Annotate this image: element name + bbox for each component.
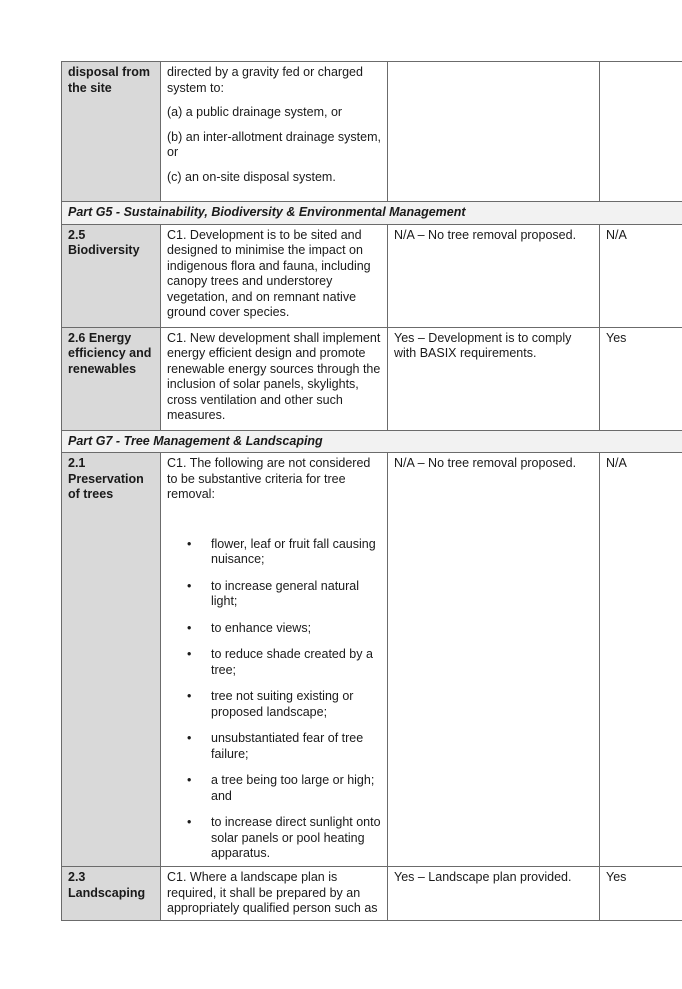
list-item — [167, 537, 381, 568]
requirement-text: C1. The following are not considered to be substantive criteria for tree removal: — [167, 456, 371, 501]
requirement-cell — [161, 453, 388, 867]
control-label: 2.1 Preservation of trees — [62, 453, 161, 867]
control-label: 2.5 Biodiversity — [62, 224, 161, 327]
criteria-list — [167, 537, 381, 862]
requirement-cell: C1. Development is to be sited and designed to minimise the impact on indigenous flora and fauna, including canopy trees and understorey vegetation, and on remnant native ground cover species. — [161, 224, 388, 327]
list-item-text: tree not suiting existing or proposed landscape; — [211, 689, 354, 719]
bullet-icon: • — [187, 647, 192, 661]
control-label: 2.6 Energy efficiency and renewables — [62, 327, 161, 430]
requirement-cell — [161, 62, 388, 202]
requirement-text: (b) an inter-allotment drainage system, or — [167, 129, 381, 159]
complies-cell: Yes — [600, 327, 682, 430]
response-cell: N/A – No tree removal proposed. — [388, 224, 600, 327]
list-item-text: unsubstantiated fear of tree failure; — [211, 731, 364, 761]
list-item — [167, 731, 381, 762]
list-item-text: to increase general natural light; — [211, 578, 360, 608]
complies-cell: N/A — [600, 224, 682, 327]
list-item — [167, 579, 381, 610]
bullet-icon: • — [187, 773, 192, 787]
section-heading: Part G5 - Sustainability, Biodiversity & Environmental Management — [62, 202, 682, 225]
list-item-text: a tree being too large or high; and — [211, 773, 375, 803]
table-row — [62, 867, 682, 921]
requirement-text: (c) an on-site disposal system. — [167, 169, 336, 184]
list-item — [167, 621, 381, 637]
list-item — [167, 773, 381, 804]
table-row — [62, 327, 682, 430]
list-item-text: to increase direct sunlight onto solar panels or pool heating apparatus. — [211, 815, 381, 860]
table-row — [62, 453, 682, 867]
requirement-text: directed by a gravity fed or charged system to: — [167, 65, 363, 95]
complies-cell — [600, 62, 682, 202]
bullet-icon: • — [187, 620, 192, 635]
bullet-icon: • — [187, 689, 192, 703]
list-item-text: to reduce shade created by a tree; — [211, 647, 373, 677]
control-label: 2.3 Landscaping — [62, 867, 161, 921]
response-cell: N/A – No tree removal proposed. — [388, 453, 600, 867]
response-cell — [388, 62, 600, 202]
list-item — [167, 647, 381, 678]
response-cell: Yes – Development is to comply with BASIX requirements. — [388, 327, 600, 430]
requirement-cell: C1. Where a landscape plan is required, it shall be prepared by an appropriately qualified person such as — [161, 867, 388, 921]
bullet-icon: • — [187, 536, 192, 551]
section-header-row — [62, 430, 682, 453]
section-heading: Part G7 - Tree Management & Landscaping — [62, 430, 682, 453]
list-item — [167, 815, 381, 862]
list-item-text: flower, leaf or fruit fall causing nuisance; — [211, 536, 376, 566]
table-row — [62, 224, 682, 327]
table-row — [62, 62, 682, 202]
section-header-row — [62, 202, 682, 225]
list-item — [167, 689, 381, 720]
control-label: disposal from the site — [62, 62, 161, 202]
complies-cell: Yes — [600, 867, 682, 921]
requirement-cell: C1. New development shall implement energy efficient design and promote renewable energy sources through the inclusion of solar panels, skylights, cross ventilation and other such measures. — [161, 327, 388, 430]
complies-cell: N/A — [600, 453, 682, 867]
bullet-icon: • — [187, 578, 192, 593]
requirement-text: (a) a public drainage system, or — [167, 105, 343, 119]
bullet-icon: • — [187, 815, 192, 829]
compliance-table — [61, 61, 682, 921]
bullet-icon: • — [187, 731, 192, 745]
list-item-text: to enhance views; — [211, 620, 312, 635]
response-cell: Yes – Landscape plan provided. — [388, 867, 600, 921]
